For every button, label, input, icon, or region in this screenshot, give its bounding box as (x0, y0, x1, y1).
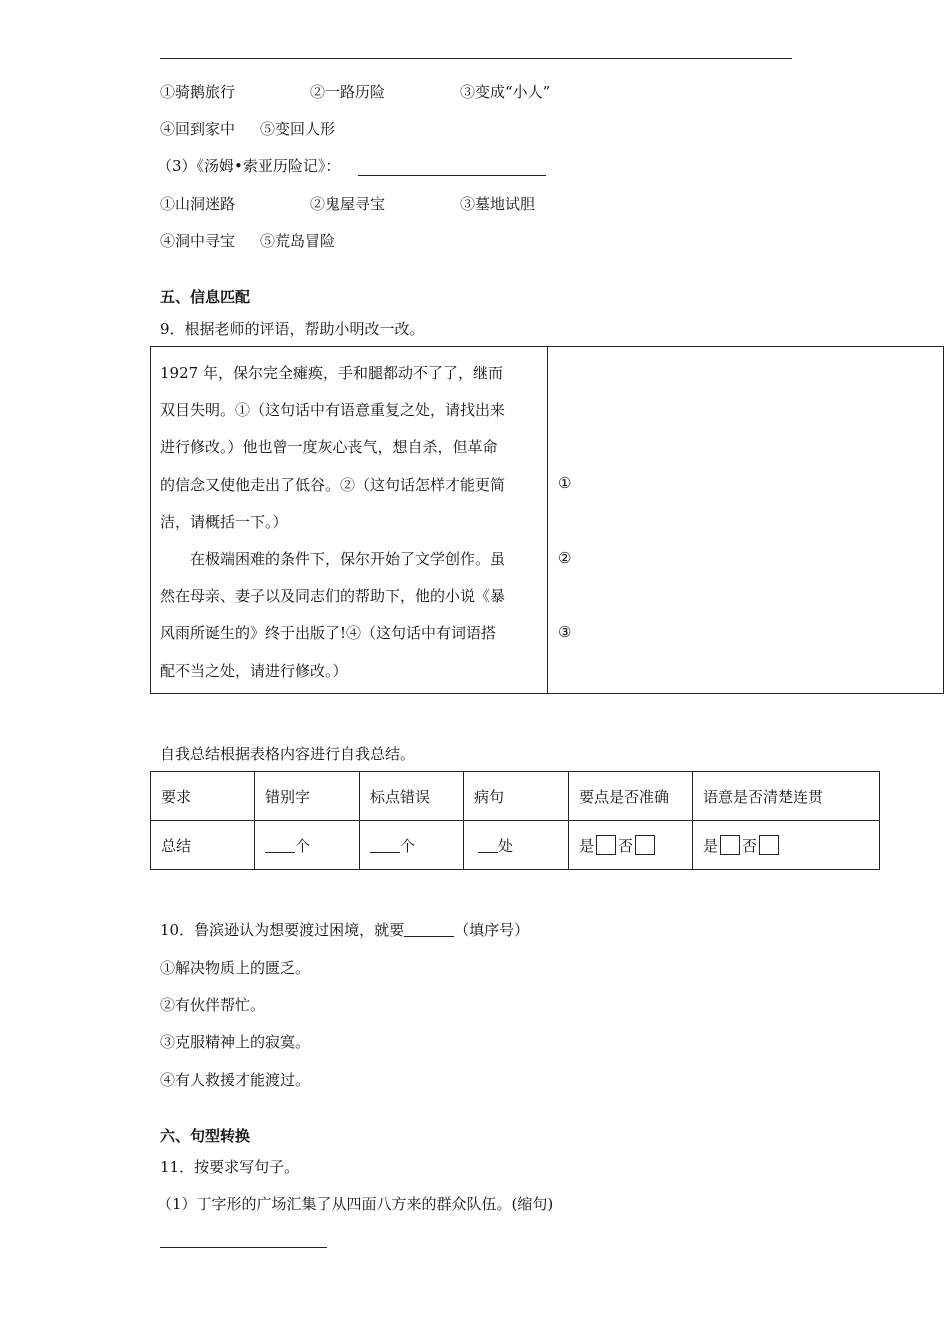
passage-line: 进行修改。）他也曾一度灰心丧气，想自杀，但革命 (160, 438, 498, 457)
row-label: 总结 (151, 821, 255, 870)
answer-blank[interactable] (358, 175, 546, 176)
option-item: ③变成“小人” (460, 83, 551, 101)
header-cell: 错别字 (255, 772, 360, 821)
count-cell (255, 821, 360, 870)
header-cell: 语意是否清楚连贯 (693, 772, 880, 821)
count-blank[interactable] (370, 838, 400, 853)
count-blank[interactable] (478, 838, 498, 853)
section-title: 六、句型转换 (160, 1127, 251, 1145)
passage-line: 然在母亲、妻子以及同志们的帮助下，他的小说《暴 (160, 587, 506, 606)
yes-label: 是 (703, 836, 719, 855)
option-item: ④有人救援才能渡过。 (160, 1071, 311, 1089)
no-label: 否 (618, 836, 634, 855)
header-cell: 要点是否准确 (569, 772, 693, 821)
passage-line: 配不当之处，请进行修改。） (160, 661, 348, 680)
prompt-text: （填序号） (454, 921, 530, 939)
option-item: ②一路历险 (310, 83, 386, 101)
option-item: ⑤变回人形 (260, 120, 336, 138)
unit-label: 处 (498, 836, 514, 855)
sub-question: （1）丁字形的广场汇集了从四面八方来的群众队伍。(缩句) (157, 1195, 554, 1213)
top-divider (160, 58, 792, 59)
answer-mark-2[interactable]: ② (558, 549, 572, 567)
header-cell: 病句 (464, 772, 569, 821)
revision-table (150, 346, 944, 694)
self-summary-table (150, 771, 880, 870)
answer-blank[interactable] (404, 922, 454, 937)
prompt-text: 10．鲁滨逊认为想要渡过困境，就要 (160, 921, 405, 939)
option-item: ①骑鹅旅行 (160, 83, 236, 101)
no-label: 否 (742, 836, 758, 855)
answer-mark-3[interactable]: ③ (558, 623, 572, 641)
question-prompt: 9．根据老师的评语，帮助小明改一改。 (160, 320, 425, 338)
no-checkbox[interactable] (635, 835, 655, 855)
header-cell: 标点错误 (360, 772, 464, 821)
option-item: ③墓地试胆 (460, 195, 536, 213)
question-prompt: 11．按要求写句子。 (160, 1158, 300, 1176)
passage-line: 的信念又使他走出了低谷。②（这句话怎样才能更简 (160, 475, 506, 494)
option-item: ②鬼屋寻宝 (310, 195, 386, 213)
passage-line: 双目失明。①（这句话中有语意重复之处，请找出来 (160, 401, 506, 420)
answer-blank[interactable] (160, 1247, 327, 1248)
passage-line: 洁，请概括一下。） (160, 512, 288, 531)
passage-line: 1927 年，保尔完全瘫痪，手和腿都动不了了，继而 (160, 364, 503, 382)
option-item: ④回到家中 (160, 120, 236, 138)
count-cell (464, 821, 569, 870)
unit-label: 个 (295, 836, 311, 855)
summary-intro: 自我总结根据表格内容进行自我总结。 (160, 745, 416, 763)
section-title: 五、信息匹配 (160, 288, 251, 306)
option-item: ③克服精神上的寂寞。 (160, 1033, 311, 1051)
passage-cell (151, 347, 548, 693)
yes-label: 是 (579, 836, 595, 855)
unit-label: 个 (400, 836, 416, 855)
count-cell (360, 821, 464, 870)
option-item: ①解决物质上的匮乏。 (160, 959, 311, 977)
count-blank[interactable] (265, 838, 295, 853)
option-item: ②有伙伴帮忙。 (160, 996, 266, 1014)
passage-line: 风雨所诞生的》终于出版了!④（这句话中有词语搭 (160, 624, 497, 643)
question-prompt (160, 919, 529, 940)
yes-no-cell (569, 821, 693, 870)
option-item: ①山洞迷路 (160, 195, 236, 213)
header-cell: 要求 (151, 772, 255, 821)
option-item: ④洞中寻宝 (160, 232, 236, 250)
passage-line: 在极端困难的条件下，保尔开始了文学创作。虽 (160, 550, 506, 569)
yes-checkbox[interactable] (596, 835, 616, 855)
sub-question-label: （3）《汤姆•索亚历险记》： (157, 157, 341, 175)
yes-no-cell (693, 821, 880, 870)
yes-checkbox[interactable] (720, 835, 740, 855)
no-checkbox[interactable] (759, 835, 779, 855)
option-item: ⑤荒岛冒险 (260, 232, 336, 250)
answer-mark-1[interactable]: ① (558, 474, 572, 492)
